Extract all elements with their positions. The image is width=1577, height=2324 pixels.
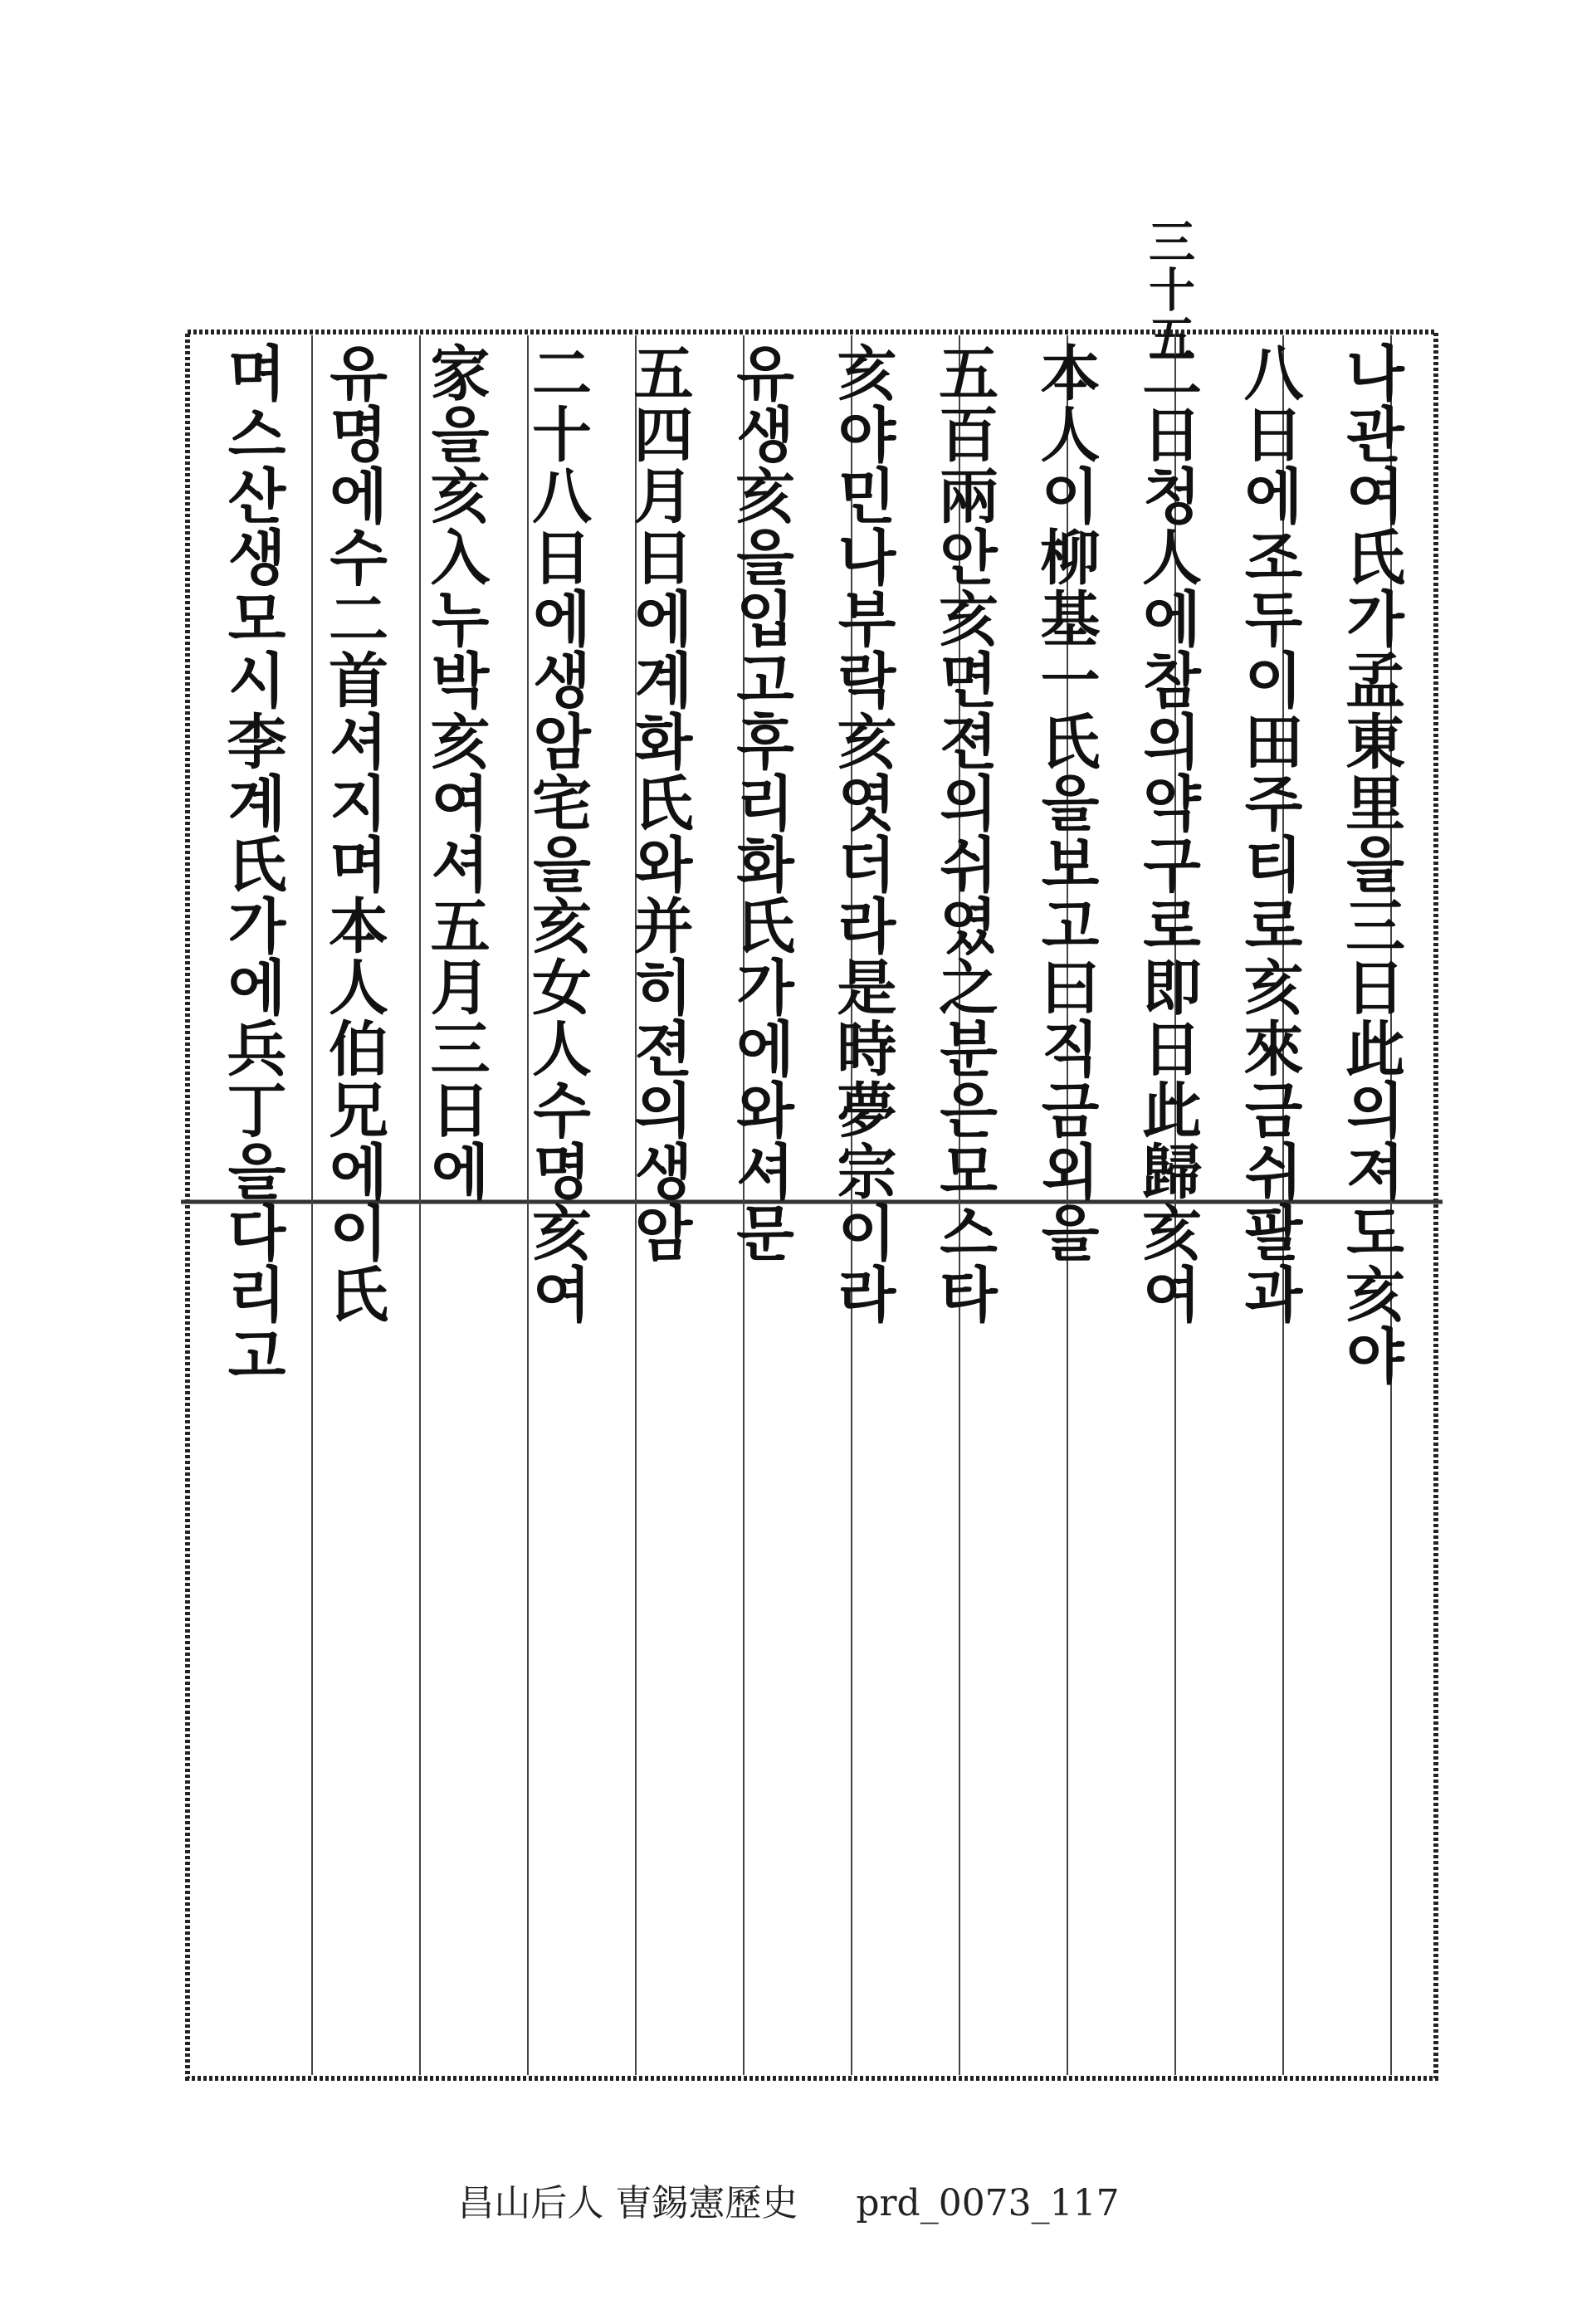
caption-ref: prd_0073_117: [856, 2182, 1120, 2224]
column-5: 五百兩안亥면젼의쉬였之분은모스타: [929, 342, 999, 1325]
caption-title: 昌山后人 曺錫憲歷史: [457, 2182, 798, 2224]
text-columns: [204, 342, 1424, 2068]
column-9: 二十八日에생암宅을亥女人수명亥여: [522, 342, 593, 1325]
column-3: 二日청人에참의약구로即日此歸亥여: [1132, 342, 1203, 1325]
column-4: 本人이柳基一氏을보고曰직금외을: [1030, 342, 1101, 1263]
column-11: 유명에수二首셔지며本人伯兄에이氏: [319, 342, 389, 1325]
column-12: 며스산생모시李계氏가에兵丁을다리고: [217, 342, 288, 1386]
column-1: 나관여氏가孟東里을三日此의져도亥야: [1335, 342, 1406, 1386]
column-6: 亥야민나부락亥엿더라是時夢宗이라: [827, 342, 898, 1325]
page-caption: [0, 2173, 1577, 2226]
column-8: 五四月日에계화氏와并히젼의생암: [623, 342, 695, 1263]
page-number: 三十五: [1141, 217, 1196, 362]
column-2: 八日에조두이田주티로亥來금쉬팔과: [1233, 342, 1305, 1325]
column-10: 家을亥入누박亥여셔五月三日에: [420, 342, 491, 1202]
manuscript-frame: [181, 325, 1443, 2085]
column-7: 유생亥을입고후리화氏가에와셔문: [725, 342, 796, 1263]
